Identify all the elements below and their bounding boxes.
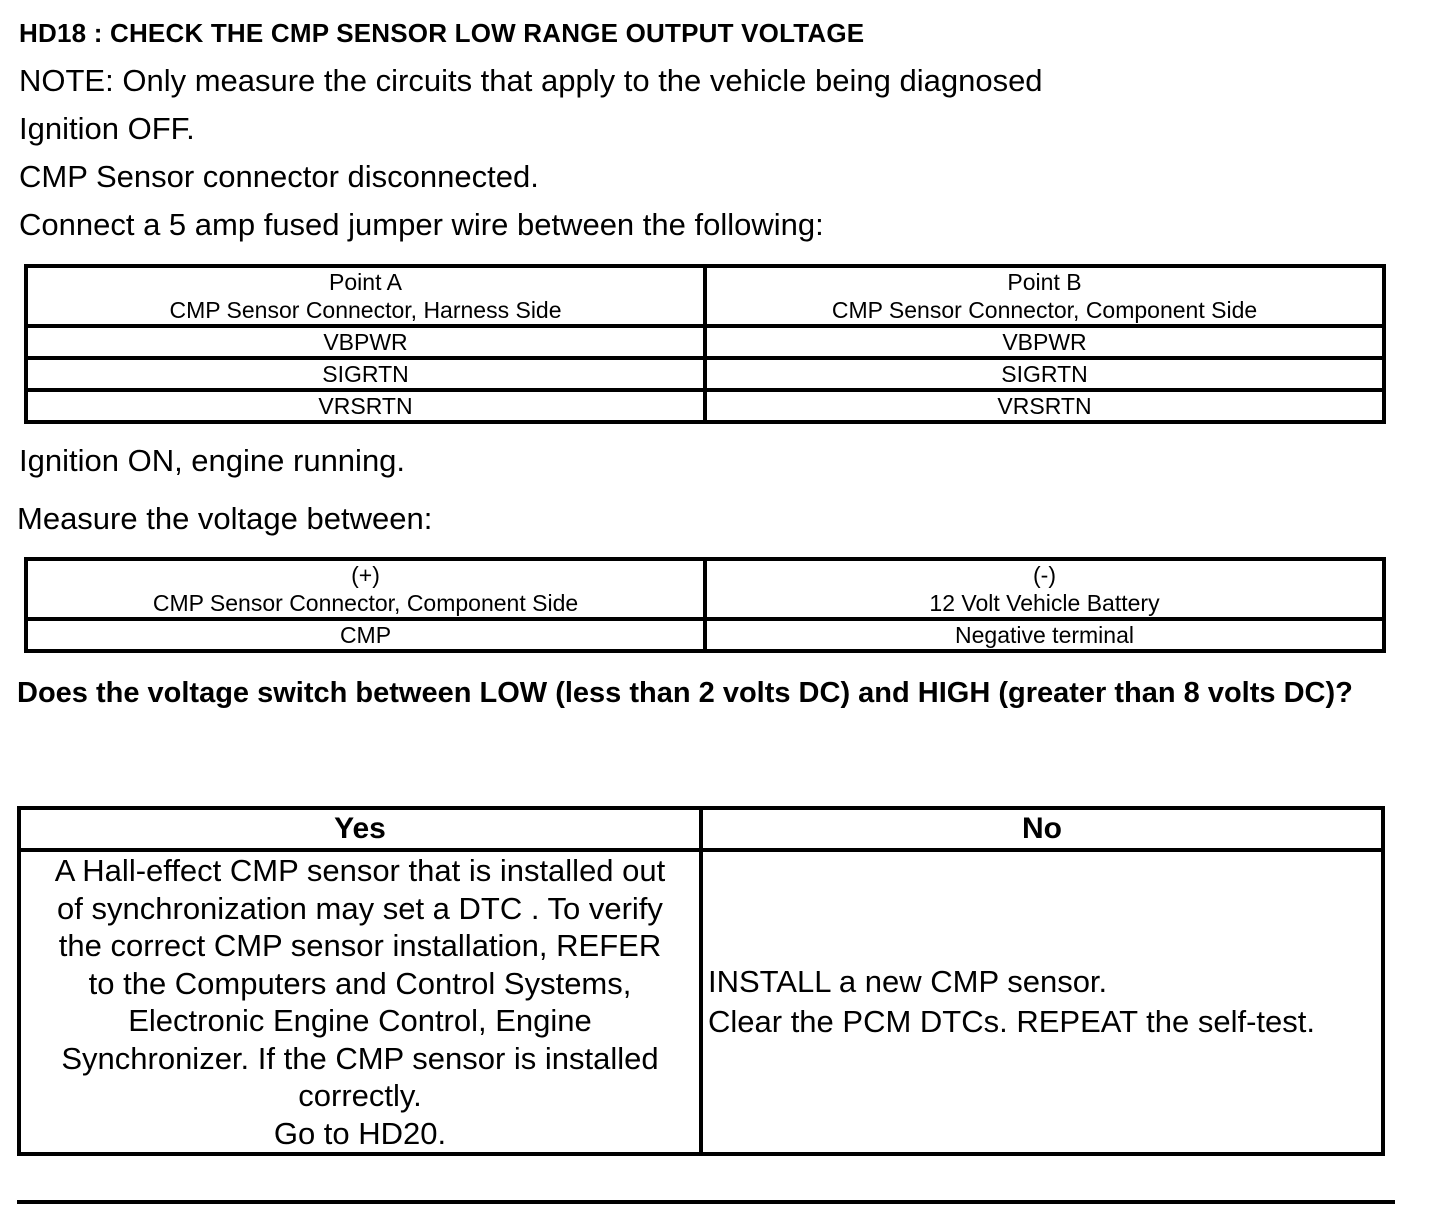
setup-connector-disconnected: CMP Sensor connector disconnected. [19,159,539,194]
run-state-text: Ignition ON, engine running. [19,443,406,478]
table-row [26,326,1384,358]
positive-lead-title: (+) [351,562,380,588]
no-header: No [701,808,1383,850]
answer-table [17,806,1385,1156]
table-row [26,619,1384,651]
table-cell: SIGRTN [26,358,705,390]
point-b-title: Point B [1007,269,1082,295]
jumper-wire-table [24,264,1386,424]
yes-action-line: of synchronization may set a DTC . To verify [57,890,663,926]
point-b-header [705,266,1384,326]
no-action-line: Clear the PCM DTCs. REPEAT the self-test. [708,1004,1315,1039]
yes-action-line: Electronic Engine Control, Engine [128,1003,592,1038]
table-cell: VBPWR [26,326,705,358]
point-a-subtitle: CMP Sensor Connector, Harness Side [169,297,562,323]
no-action [701,850,1383,1154]
yes-action-line: to the Computers and Control Systems, [88,965,632,1001]
yes-action-line: correctly. [298,1078,422,1113]
page-title: HD18 : CHECK THE CMP SENSOR LOW RANGE OUTPUT VOLTAGE [19,18,865,48]
point-b-subtitle: CMP Sensor Connector, Component Side [831,297,1258,323]
answer-header-row [19,808,1383,850]
table-cell: VRSRTN [705,390,1384,422]
table-cell: VRSRTN [26,390,705,422]
negative-lead-subtitle: 12 Volt Vehicle Battery [929,590,1160,616]
yes-action [19,850,701,1154]
measure-label: Measure the voltage between: [17,501,433,536]
measure-voltage-table [24,557,1386,653]
negative-lead-header [705,559,1384,619]
negative-lead-title: (-) [1033,562,1056,588]
setup-ignition-off: Ignition OFF. [19,111,195,146]
positive-lead-header [26,559,705,619]
answer-body-row [19,850,1383,1154]
yes-action-line: Go to HD20. [273,1115,447,1151]
point-a-title: Point A [329,269,402,295]
yes-action-line: the correct CMP sensor installation, REFER [58,928,662,963]
measure-table-header-row [26,559,1384,619]
yes-action-line: Synchronizer. If the CMP sensor is installed [61,1040,659,1076]
table-row [26,358,1384,390]
table-cell: VBPWR [705,326,1384,358]
table-cell: CMP [26,619,705,651]
table-row [26,390,1384,422]
test-question: Does the voltage switch between LOW (less than 2 volts DC) and HIGH (greater than 8 volts DC)? [17,677,1353,709]
yes-header: Yes [19,808,701,850]
positive-lead-subtitle: CMP Sensor Connector, Component Side [152,590,579,616]
table-cell: Negative terminal [705,619,1384,651]
yes-action-line: A Hall-effect CMP sensor that is installed out [54,853,666,888]
table-cell: SIGRTN [705,358,1384,390]
no-action-line: INSTALL a new CMP sensor. [708,964,1108,999]
point-a-header [26,266,705,326]
page-bottom-divider [17,1200,1395,1204]
note-text: NOTE: Only measure the circuits that apply to the vehicle being diagnosed [19,63,1043,98]
setup-jumper-instruction: Connect a 5 amp fused jumper wire between the following: [19,207,824,242]
jumper-table-header-row [26,266,1384,326]
